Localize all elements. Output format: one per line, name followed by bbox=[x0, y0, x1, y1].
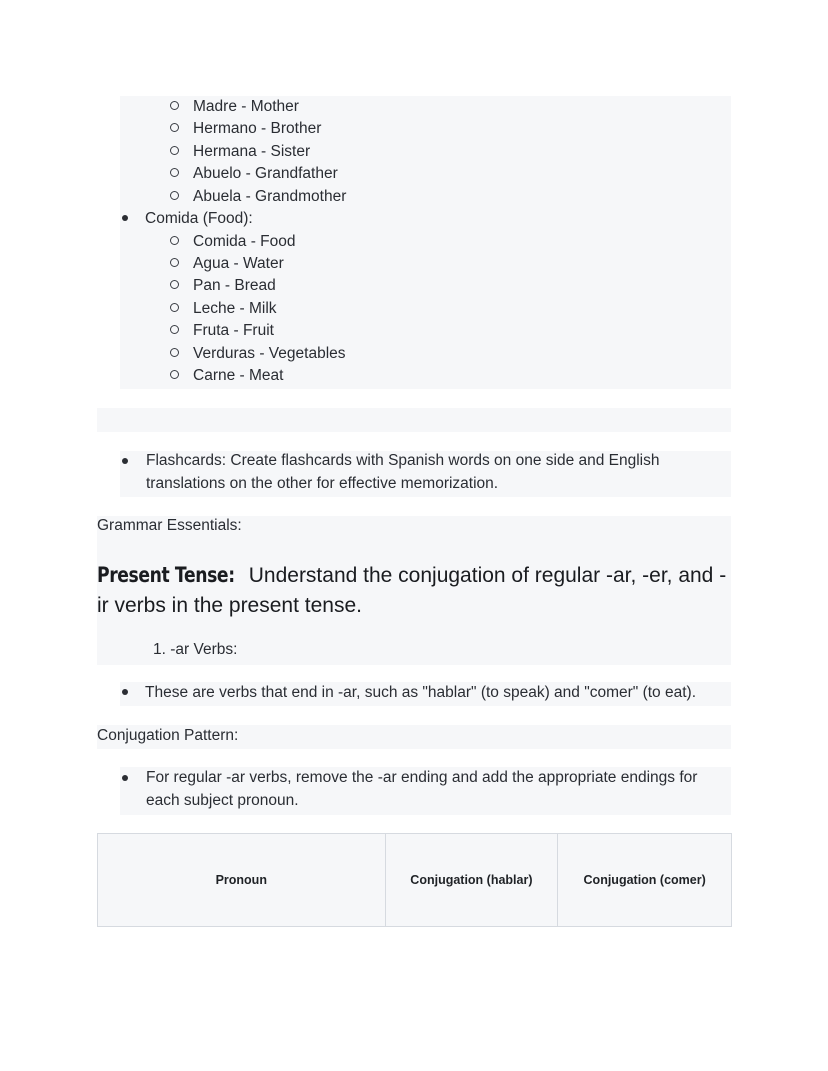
ar-verbs-note: These are verbs that end in -ar, such as "hablar" (to speak) and "comer" (to eat). bbox=[122, 682, 696, 705]
hollow-bullet-icon bbox=[170, 370, 179, 379]
present-tense-heading bbox=[97, 560, 737, 621]
conjugation-pattern-label: Conjugation Pattern: bbox=[97, 727, 239, 744]
hollow-bullet-icon bbox=[170, 258, 179, 267]
list-item: Madre - Mother bbox=[170, 96, 299, 118]
list-item: Hermana - Sister bbox=[170, 141, 310, 163]
list-item: Comida - Food bbox=[170, 231, 296, 253]
flashcards-tip: Flashcards: Create flashcards with Spanish words on one side and English translations on the other for effective memorization. bbox=[122, 450, 722, 495]
hollow-bullet-icon bbox=[170, 123, 179, 132]
hollow-bullet-icon bbox=[170, 236, 179, 245]
present-tense-text: Understand the conjugation of regular -ar, -er, and -ir verbs in the present tense. bbox=[97, 564, 727, 617]
present-tense-bold: Present Tense: bbox=[97, 563, 235, 587]
hollow-bullet-icon bbox=[170, 325, 179, 334]
list-item: Agua - Water bbox=[170, 253, 284, 275]
hollow-bullet-icon bbox=[170, 280, 179, 289]
list-item: Verduras - Vegetables bbox=[170, 343, 346, 365]
hollow-bullet-icon bbox=[170, 191, 179, 200]
table-header-pronoun: Pronoun bbox=[98, 834, 386, 927]
hollow-bullet-icon bbox=[170, 168, 179, 177]
bullet-icon bbox=[122, 458, 128, 464]
hollow-bullet-icon bbox=[170, 348, 179, 357]
table-header-hablar: Conjugation (hablar) bbox=[385, 834, 558, 927]
list-item: Pan - Bread bbox=[170, 275, 276, 297]
bullet-icon bbox=[122, 689, 128, 695]
grammar-essentials-label: Grammar Essentials: bbox=[97, 517, 242, 534]
conjugation-table bbox=[97, 833, 732, 927]
empty-paragraph-background bbox=[97, 408, 731, 432]
hollow-bullet-icon bbox=[170, 303, 179, 312]
list-item: Abuelo - Grandfather bbox=[170, 163, 338, 185]
conjugation-note: For regular -ar verbs, remove the -ar ending and add the appropriate endings for each subject pronoun. bbox=[122, 767, 722, 812]
table-header-row bbox=[98, 834, 732, 927]
list-item: Hermano - Brother bbox=[170, 118, 321, 140]
list-item: Abuela - Grandmother bbox=[170, 186, 346, 208]
ar-verbs-label: 1. -ar Verbs: bbox=[153, 641, 238, 658]
bullet-icon bbox=[122, 215, 128, 221]
list-item: Fruta - Fruit bbox=[170, 320, 274, 342]
hollow-bullet-icon bbox=[170, 101, 179, 110]
list-item: Leche - Milk bbox=[170, 298, 277, 320]
list-item: Carne - Meat bbox=[170, 365, 283, 387]
hollow-bullet-icon bbox=[170, 146, 179, 155]
bullet-icon bbox=[122, 775, 128, 781]
food-heading: Comida (Food): bbox=[122, 208, 253, 231]
table-header-comer: Conjugation (comer) bbox=[558, 834, 732, 927]
